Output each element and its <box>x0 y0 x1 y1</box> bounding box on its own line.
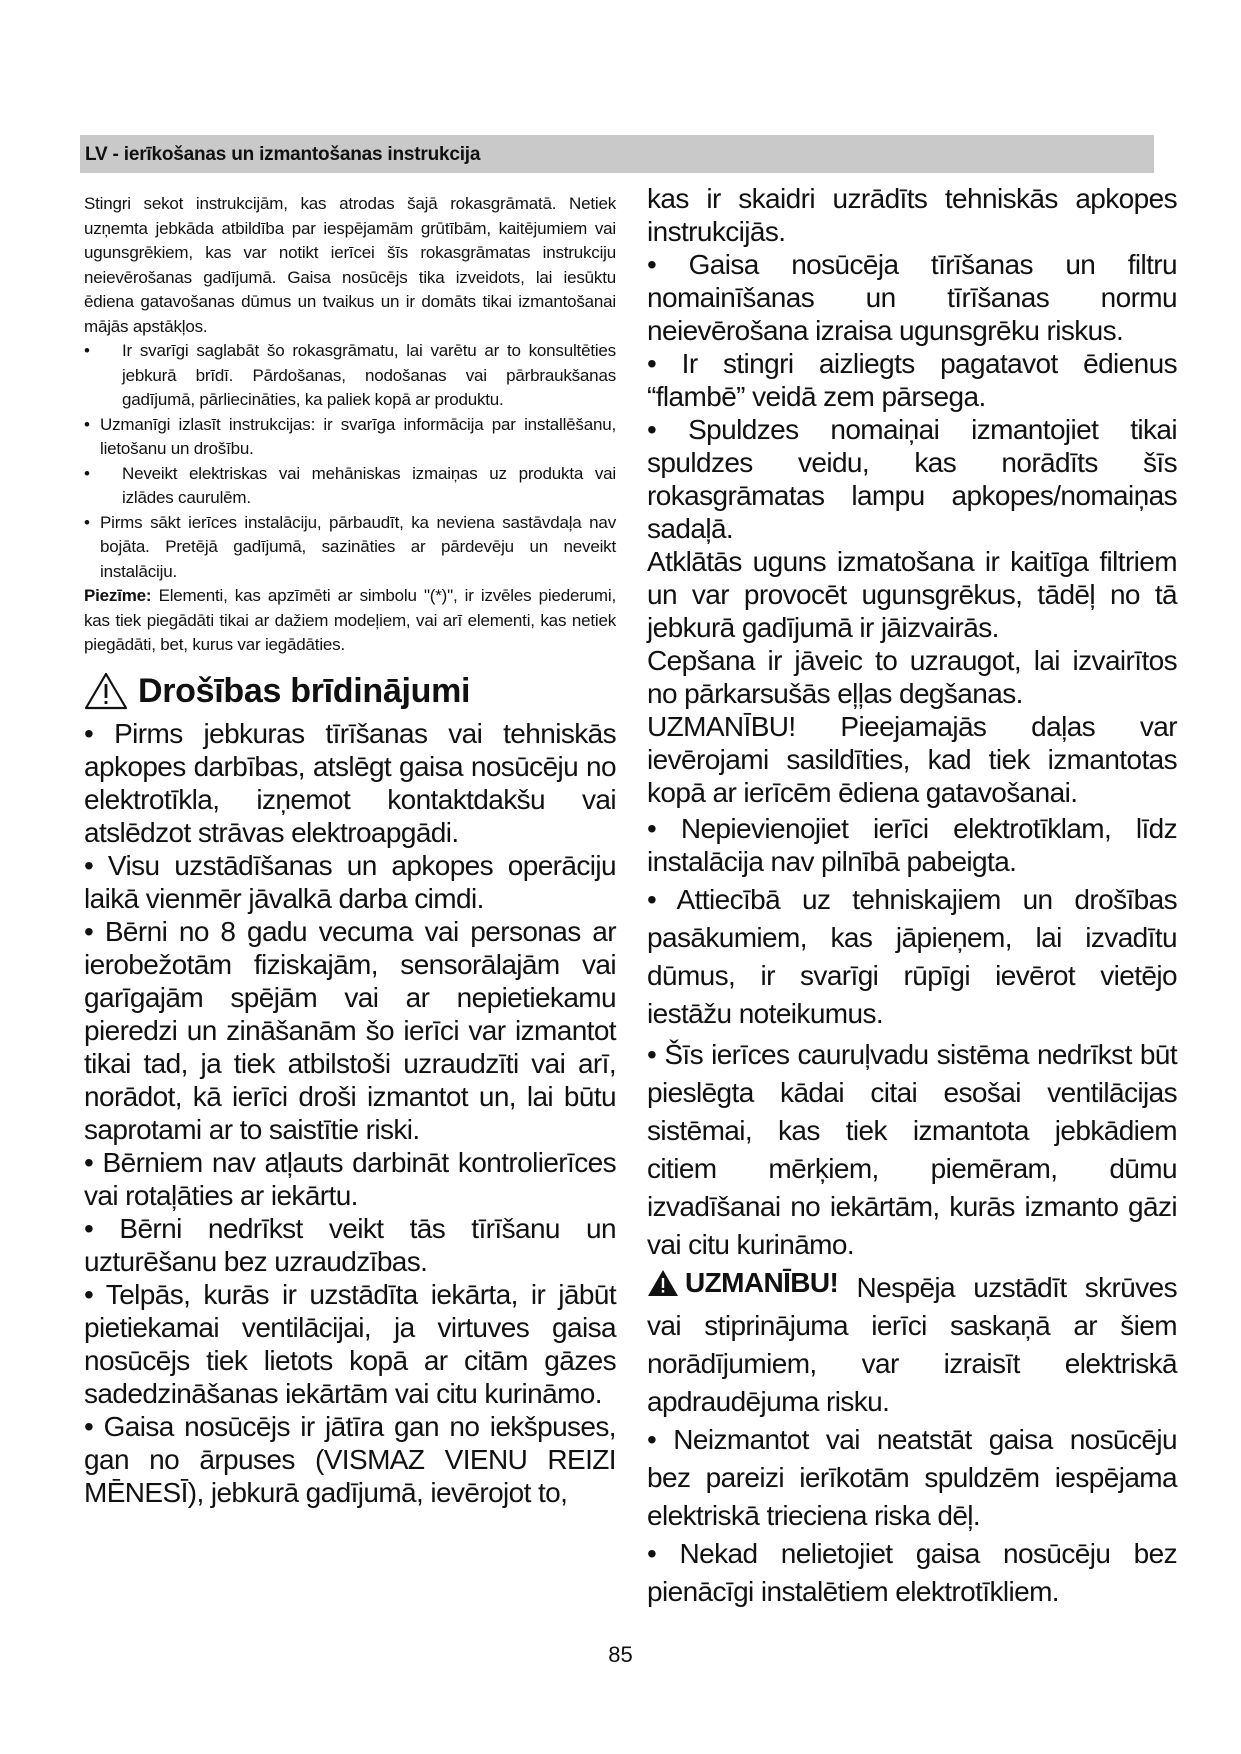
intro-block <box>84 192 616 658</box>
safety-item: • Gaisa nosūcēja tīrīšanas un filtru nomainīšanas un tīrīšanas normu neievērošana izraisa ugunsgrēku riskus. <box>647 249 1177 346</box>
safety-left-list <box>84 717 616 1509</box>
intro-bullet <box>84 511 616 585</box>
safety-item: • Attiecībā uz tehniskajiem un drošības pasākumiem, kas jāpieņem, lai izvadītu dūmus, ir svarīgi rūpīgi ievērot vietējo iestāžu noteikumus. <box>647 884 1177 1029</box>
safety-item: • Telpās, kurās ir uzstādīta iekārta, ir jābūt pietiekamai ventilācijai, ja virtuves gaisa nosūcējs tiek lietots kopā ar citām gāzes sadedzināšanas iekārtām vai citu kurināmo. <box>84 1278 616 1409</box>
intro-paragraph: Stingri sekot instrukcijām, kas atrodas šajā rokasgrāmatā. Netiek uzņemta jebkāda atbildība par iespējamām grūtībām, kaitējumiem vai ugunsgrēkiem, kas var notikt ierīcei šīs rokasgrāmatas instrukciju neievērošanas gadījumā. Gaisa nosūcējs tika izveidots, lai iesūktu ēdiena gatavošanas dūmus un tvaikus un ir domāts tikai izmantošanai mājās apstākļos. <box>84 194 616 336</box>
safety-item: • Spuldzes nomaiņai izmantojiet tikai spuldzes veidu, kas norādīts šīs rokasgrāmatas lampu apkopes/nomaiņas sadaļā. <box>647 414 1177 544</box>
safety-item: • Bērni no 8 gadu vecuma vai personas ar ierobežotām fiziskajām, sensorālajām vai garīgajām spējām vai ar nepietiekamu pieredzi un zināšanām šo ierīci var izmantot tikai tad, ja tiek atbilstoši uzraudzīti vai arī, norādot, kā ierīci droši izmantot un, lai būtu saprotami ar to saistītie riski. <box>84 915 616 1145</box>
warning-paragraph <box>647 1264 1177 1421</box>
safety-item: • Nekad nelietojiet gaisa nosūcēju bez pienācīgi instalētiem elektrotīkliem. <box>647 1538 1177 1607</box>
safety-item: • Pirms jebkuras tīrīšanas vai tehniskās apkopes darbības, atslēgt gaisa nosūcēju no elektrotīkla, izņemot kontaktdakšu vai atslēdzot strāvas elektroapgādi. <box>84 717 616 848</box>
warning-filled-icon <box>647 1269 679 1297</box>
safety-title: Drošības brīdinājumi <box>138 671 471 710</box>
intro-bullet <box>84 413 616 462</box>
safety-item: • Ir stingri aizliegts pagatavot ēdienus “flambē” veidā zem pārsega. <box>647 348 1177 412</box>
intro-bullet-text: Neveikt elektriskas vai mehāniskas izmaiņas uz produkta vai izlādes caurulēm. <box>122 463 616 507</box>
safety-item: • Gaisa nosūcējs ir jātīra gan no iekšpuses, gan no ārpuses (VISMAZ VIENU REIZI MĒNESĪ), jebkurā gadījumā, ievērojot to, <box>84 1410 616 1508</box>
warning-inline <box>647 1264 838 1302</box>
safety-item: • Šīs ierīces cauruļvadu sistēma nedrīkst būt pieslēgta kādai citai esošai ventilācijas sistēmai, kas tiek izmantota jebkādiem citiem mērķiem, piemēram, dūmu izvadīšanai no iekārtām, kurās izmanto gāzi vai citu kurināmo. <box>647 1039 1177 1260</box>
note <box>84 584 616 658</box>
section-header <box>80 135 1154 173</box>
safety-item: kas ir skaidri uzrādīts tehniskās apkopes instrukcijās. <box>647 183 1177 247</box>
section-header-title: LV - ierīkošanas un izmantošanas instrukcija <box>85 144 481 165</box>
safety-item: • Visu uzstādīšanas un apkopes operāciju laikā vienmēr jāvalkā darba cimdi. <box>84 849 616 914</box>
intro-bullet-text: Uzmanīgi izlasīt instrukcijas: ir svarīga informācija par installēšanu, lietošanu un drošību. <box>100 414 616 458</box>
intro-bullet-text: Pirms sākt ierīces instalāciju, pārbaudīt, ka neviena sastāvdaļa nav bojāta. Pretējā gadījumā, sazināties ar pārdevēju un neveikt instalāciju. <box>100 512 616 581</box>
bullet-mark: • <box>84 463 90 483</box>
note-text: Elementi, kas apzīmēti ar simbolu "(*)", ir izvēles piederumi, kas tiek piegādāti tikai ar dažiem modeļiem, vai arī elementi, kas netiek piegādāti, bet, kurus var iegādāties. <box>84 586 616 654</box>
safety-item: • Bērniem nav atļauts darbināt kontrolierīces vai rotaļāties ar iekārtu. <box>84 1146 616 1211</box>
safety-item: • Bērni nedrīkst veikt tās tīrīšanu un uzturēšanu bez uzraudzības. <box>84 1212 616 1277</box>
safety-right-list <box>647 182 1177 1611</box>
bullet-mark: • <box>84 512 90 532</box>
safety-heading <box>84 672 616 711</box>
safety-item: UZMANĪBU! Pieejamajās daļas var ievērojami sasildīties, kad tiek izmantotas kopā ar ierīcēm ēdiena gatavošanai. <box>647 711 1177 808</box>
safety-item: • Neizmantot vai neatstāt gaisa nosūcēju bez pareizi ierīkotām spuldzēm iespējama elektriskā trieciena riska dēļ. <box>647 1424 1177 1531</box>
warning-text: Nespēja uzstādīt skrūves vai stiprinājuma ierīci saskaņā ar šiem norādījumiem, var izraisīt elektriskā apdraudējuma risku. <box>647 1272 1177 1417</box>
intro-bullet <box>84 462 616 511</box>
bullet-mark: • <box>84 341 90 360</box>
warning-triangle-icon <box>84 672 128 710</box>
note-label: Piezīme: <box>84 586 152 605</box>
left-column <box>84 192 616 1509</box>
safety-item: Atklātās uguns izmatošana ir kaitīga filtriem un var provocēt ugunsgrēkus, tādēļ no tā jebkurā gadījumā ir jāizvairās. <box>647 546 1177 643</box>
intro-bullet <box>84 339 616 413</box>
safety-item: Cepšana ir jāveic to uzraugot, lai izvairītos no pārkarsušās eļļas degšanas. <box>647 645 1177 709</box>
warning-label: UZMANĪBU! <box>685 1267 839 1298</box>
bullet-mark: • <box>84 414 90 434</box>
right-column <box>647 182 1177 1611</box>
page-number: 85 <box>608 1642 633 1667</box>
safety-item: • Nepievienojiet ierīci elektrotīklam, līdz instalācija nav pilnībā pabeigta. <box>647 813 1177 877</box>
intro-bullet-text: Ir svarīgi saglabāt šo rokasgrāmatu, lai varētu ar to konsultēties jebkurā brīdī. Pārdošanas, nodošanas vai pārbraukšanas gadījumā, pārliecināties, ka paliek kopā ar produktu. <box>122 341 616 409</box>
